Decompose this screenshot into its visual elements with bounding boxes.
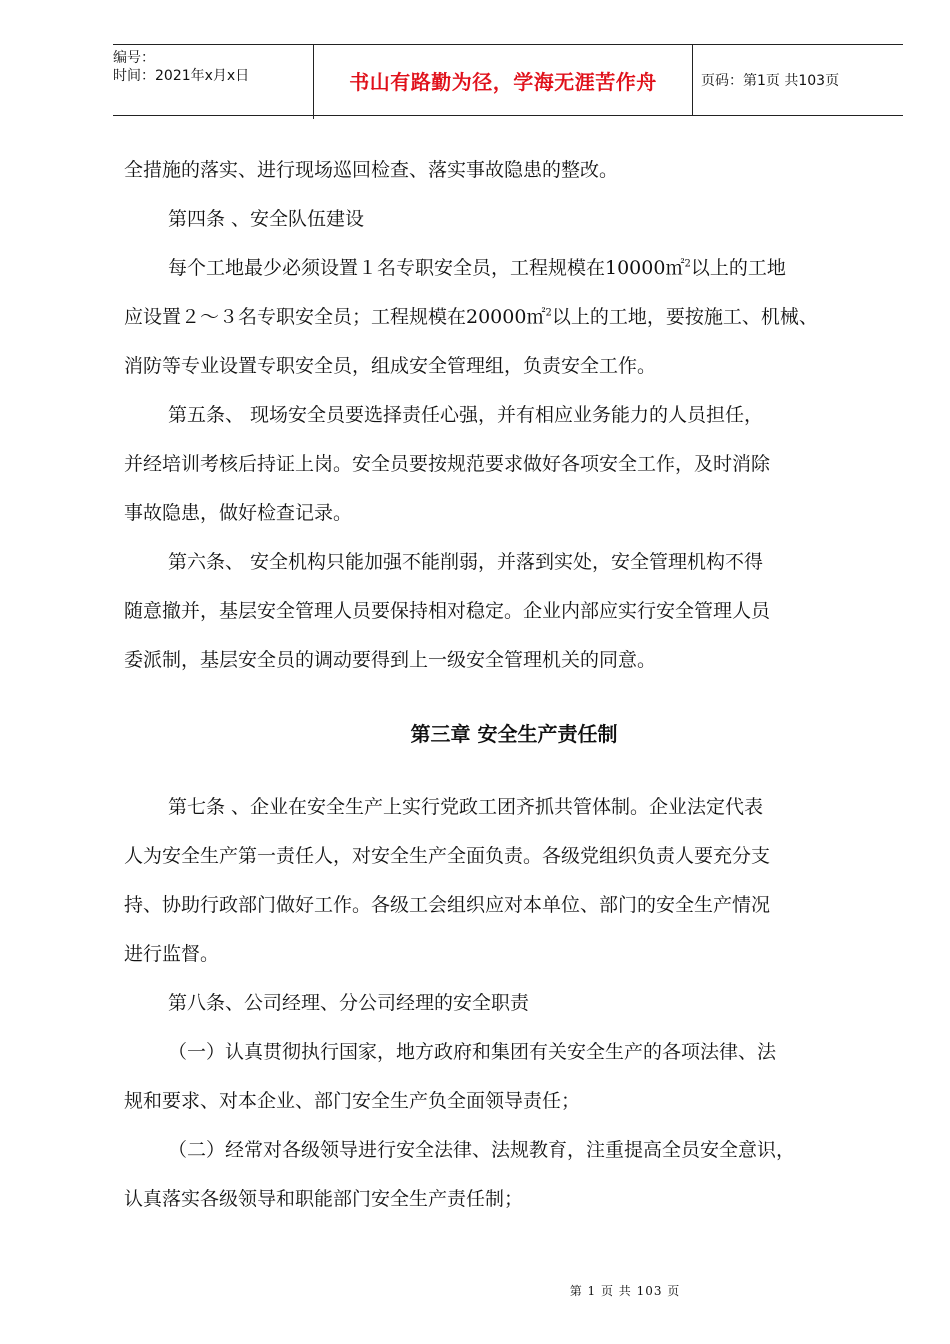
article-8-heading: 第八条、公司经理、分公司经理的安全职责: [168, 992, 530, 1014]
paragraph-line: 并经培训考核后持证上岗。安全员要按规范要求做好各项安全工作，及时消除: [124, 453, 771, 475]
paragraph-line: （二）经常对各级领导进行安全法律、法规教育，注重提高全员安全意识，: [168, 1139, 796, 1161]
text-run: 每个工地最少必须设置１名专职安全员，工程规模在10000㎡: [168, 257, 685, 279]
text-run: 以上的工地: [690, 257, 786, 279]
header-time-label: 时间：2021年x月x日: [113, 68, 250, 84]
header-number-label: 编号：: [113, 50, 155, 66]
chapter-heading: 第三章 安全生产责任制: [410, 722, 618, 746]
footer-page-number: 第 1 页 共 103 页: [569, 1284, 681, 1298]
page-footer: [0, 1282, 950, 1299]
paragraph-line: （一）认真贯彻执行国家，地方政府和集团有关安全生产的各项法律、法: [168, 1041, 777, 1063]
paragraph-line: [124, 293, 904, 342]
document-header: [113, 44, 903, 116]
header-motto-cell: [314, 45, 693, 115]
paragraph-line: 消防等专业设置专职安全员，组成安全管理组，负责安全工作。: [124, 355, 657, 377]
paragraph-line: 委派制，基层安全员的调动要得到上一级安全管理机关的同意。: [124, 649, 657, 671]
superscript: 2: [684, 258, 691, 270]
superscript: 2: [545, 307, 552, 319]
paragraph-line: 随意撤并，基层安全管理人员要保持相对稳定。企业内部应实行安全管理人员: [124, 600, 771, 622]
article-4-heading: 第四条 、安全队伍建设: [168, 208, 365, 230]
header-meta: [113, 45, 314, 119]
paragraph-line: 第五条、 现场安全员要选择责任心强，并有相应业务能力的人员担任，: [168, 404, 764, 426]
text-run: 以上的工地，要按施工、机械、: [551, 306, 818, 328]
paragraph-line: 进行监督。: [124, 943, 220, 965]
header-motto: 书山有路勤为径，学海无涯苦作舟: [349, 69, 657, 94]
document-body: [124, 146, 904, 1224]
paragraph-line: 人为安全生产第一责任人，对安全生产全面负责。各级党组织负责人要充分支: [124, 845, 771, 867]
header-page-info: 页码：第1页 共103页: [701, 73, 840, 89]
paragraph-line: 第七条 、企业在安全生产上实行党政工团齐抓共管体制。企业法定代表: [168, 796, 764, 818]
paragraph-line: 事故隐患，做好检查记录。: [124, 502, 353, 524]
paragraph-line: 认真落实各级领导和职能部门安全生产责任制；: [124, 1188, 524, 1210]
paragraph-line: 规和要求、对本企业、部门安全生产负全面领导责任；: [124, 1090, 581, 1112]
paragraph-line: 第六条、 安全机构只能加强不能削弱，并落到实处，安全管理机构不得: [168, 551, 764, 573]
paragraph-line: 持、协助行政部门做好工作。各级工会组织应对本单位、部门的安全生产情况: [124, 894, 771, 916]
paragraph-line: 全措施的落实、进行现场巡回检查、落实事故隐患的整改。: [124, 159, 619, 181]
text-run: 应设置２～３名专职安全员；工程规模在20000㎡: [124, 306, 546, 328]
paragraph-line: [124, 244, 904, 293]
